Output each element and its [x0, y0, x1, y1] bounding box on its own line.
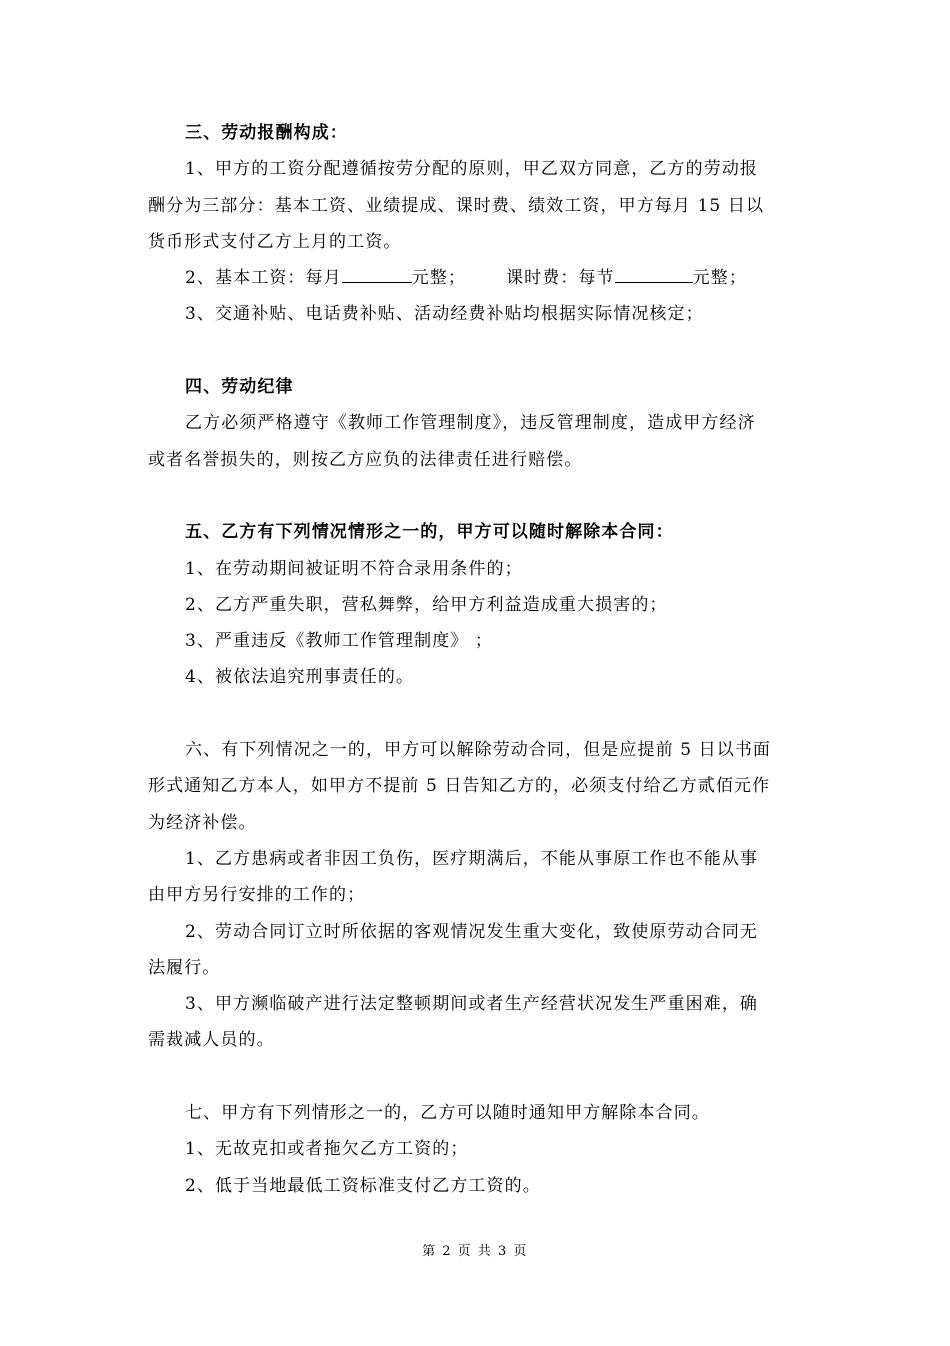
- salary-line: [148, 260, 804, 296]
- paragraph-line: 酬分为三部分：基本工资、业绩提成、课时费、绩效工资，甲方每月 15 日以: [148, 195, 765, 216]
- paragraph-line: 为经济补偿。: [148, 812, 257, 833]
- class-fee-label: 课时费：每节: [506, 268, 615, 289]
- paragraph-line: 六、有下列情况之一的，甲方可以解除劳动合同，但是应提前 5 日以书面: [185, 740, 772, 761]
- list-item: 1、在劳动期间被证明不符合录用条件的；: [185, 558, 523, 579]
- list-item: 需裁减人员的。: [148, 1030, 275, 1051]
- list-item: 2、乙方严重失职，营私舞弊，给甲方利益造成重大损害的；: [185, 594, 668, 615]
- section-heading: 五、乙方有下列情况情形之一的，甲方可以随时解除本合同：: [185, 522, 674, 543]
- paragraph-line: 或者名誉损失的，则按乙方应负的法律责任进行赔偿。: [148, 449, 583, 470]
- paragraph-line: 乙方必须严格遵守《教师工作管理制度》，违反管理制度，造成甲方经济: [185, 413, 756, 434]
- base-salary-label: 2、基本工资：每月: [185, 268, 342, 289]
- base-salary-blank: [342, 268, 412, 283]
- paragraph-line: 形式通知乙方本人，如甲方不提前 5 日告知乙方的，必须支付给乙方贰佰元作: [148, 776, 771, 797]
- section-heading: 三、劳动报酬构成：: [185, 123, 348, 143]
- list-item: 3、严重违反《教师工作管理制度》 ；: [185, 631, 494, 652]
- class-fee-blank: [615, 268, 693, 283]
- section-remuneration: [148, 115, 804, 333]
- class-fee-unit: 元整；: [692, 268, 747, 289]
- list-item: 1、无故克扣或者拖欠乙方工资的；: [185, 1139, 469, 1160]
- list-item: 法履行。: [148, 957, 221, 978]
- list-item: 4、被依法追究刑事责任的。: [185, 667, 415, 688]
- paragraph-line: 货币形式支付乙方上月的工资。: [148, 231, 402, 252]
- paragraph-line: 1、甲方的工资分配遵循按劳分配的原则，甲乙双方同意，乙方的劳动报: [185, 159, 759, 180]
- section-termination-by-a: [148, 514, 804, 695]
- section-heading: 四、劳动纪律: [185, 377, 294, 398]
- section-discipline: [148, 369, 804, 478]
- list-item: 1、乙方患病或者非因工负伤，医疗期满后，不能从事原工作也不能从事: [185, 848, 759, 869]
- list-item: 3、甲方濒临破产进行法定整顿期间或者生产经营状况发生严重困难，确: [185, 994, 759, 1015]
- page-number-footer: 第 2 页 共 3 页: [422, 1244, 528, 1259]
- section-termination-with-notice: [148, 732, 804, 1059]
- list-item: 由甲方另行安排的工作的；: [148, 885, 366, 906]
- paragraph-line: 七、甲方有下列情形之一的，乙方可以随时通知甲方解除本合同。: [185, 1103, 710, 1124]
- list-item: 2、低于当地最低工资标准支付乙方工资的。: [185, 1175, 541, 1196]
- base-salary-unit: 元整；: [411, 268, 467, 289]
- list-item: 2、劳动合同订立时所依据的客观情况发生重大变化，致使原劳动合同无: [185, 921, 759, 942]
- section-termination-by-b: [148, 1095, 804, 1204]
- paragraph-line: 3、交通补贴、电话费补贴、活动经费补贴均根据实际情况核定；: [185, 304, 704, 325]
- document-page: [148, 115, 804, 1204]
